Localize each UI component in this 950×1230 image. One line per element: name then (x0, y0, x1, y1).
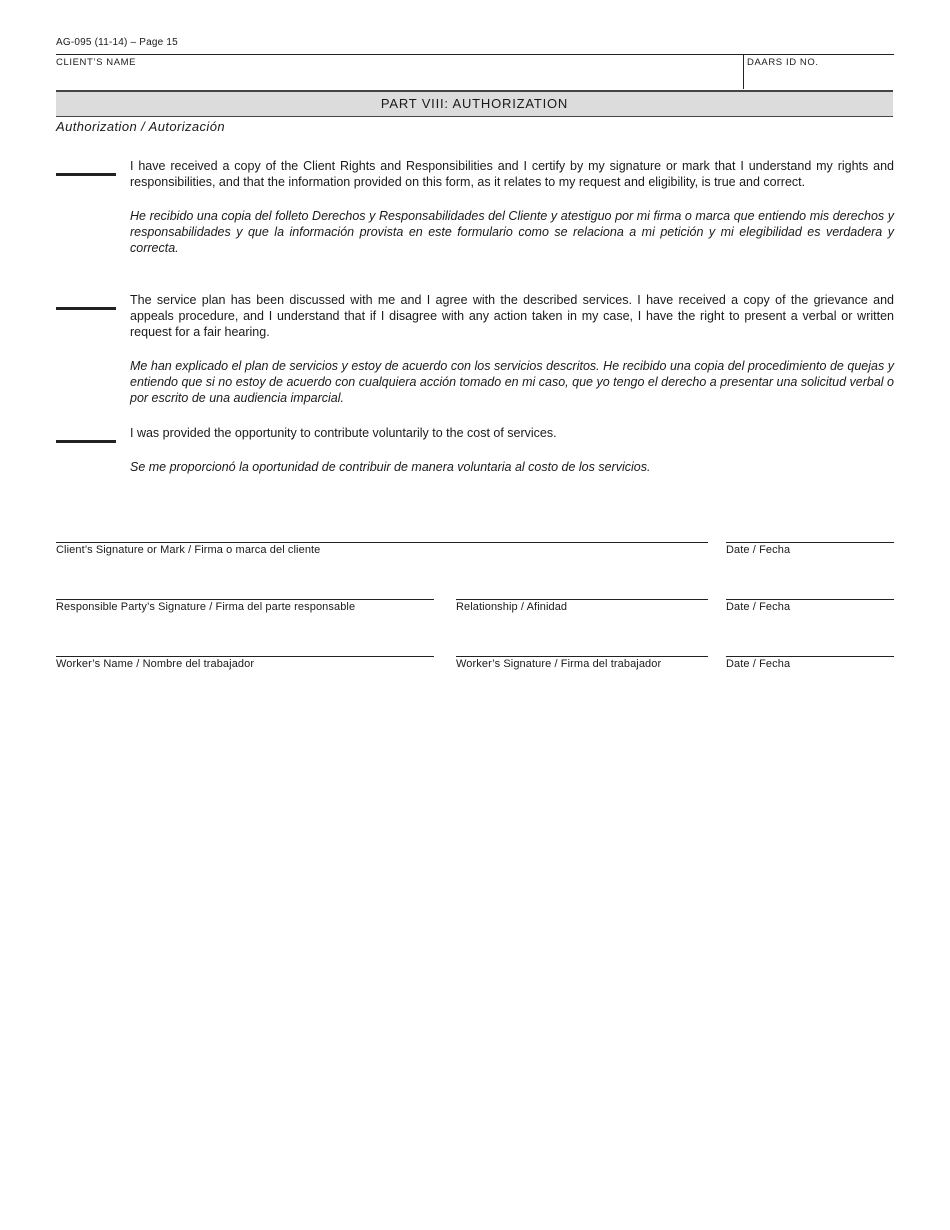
statement-english: I was provided the opportunity to contribute voluntarily to the cost of services. (130, 426, 557, 440)
initials-field[interactable] (56, 173, 116, 176)
date-field[interactable]: Date / Fecha (726, 656, 894, 671)
worker-name-field[interactable]: Worker’s Name / Nombre del trabajador (56, 656, 434, 671)
section-subtitle: Authorization / Autorización (56, 119, 225, 134)
client-signature-row (56, 542, 894, 562)
part-title: PART VIII: AUTHORIZATION (56, 90, 893, 117)
authorization-item (56, 425, 894, 475)
responsible-party-row (56, 599, 894, 619)
daars-id-field[interactable] (747, 69, 891, 87)
worker-signature-field[interactable]: Worker’s Signature / Firma del trabajador (456, 656, 708, 671)
header-fields (56, 54, 894, 89)
statement-english: I have received a copy of the Client Rights and Responsibilities and I certify by my signature or mark that I understand my rights and responsibilities, and that the information provided on this form, as it relates to my request and eligibility, is true and correct. (130, 159, 894, 189)
header-divider (743, 55, 744, 89)
client-name-field[interactable] (56, 69, 740, 87)
worker-row (56, 656, 894, 676)
client-signature-field[interactable]: Client’s Signature or Mark / Firma o marca del cliente (56, 542, 708, 557)
date-field[interactable]: Date / Fecha (726, 599, 894, 614)
initials-field[interactable] (56, 440, 116, 443)
client-name-label: CLIENT’S NAME (56, 57, 137, 68)
responsible-party-signature-field[interactable]: Responsible Party’s Signature / Firma del parte responsable (56, 599, 434, 614)
daars-id-label: DAARS ID NO. (747, 57, 819, 68)
initials-field[interactable] (56, 307, 116, 310)
relationship-field[interactable]: Relationship / Afinidad (456, 599, 708, 614)
statement-spanish: Me han explicado el plan de servicios y estoy de acuerdo con los servicios descritos. He recibido una copia del procedimiento de quejas y entiendo que si no estoy de acuerdo con cualquiera acción tomado en mi caso, que yo tengo el derecho a presentar una solicitud verbal o por escrito de una audiencia imparcial. (130, 359, 894, 405)
statement-spanish: Se me proporcionó la oportunidad de contribuir de manera voluntaria al costo de los servicios. (130, 460, 651, 474)
form-id: AG-095 (11-14) – Page 15 (56, 37, 178, 48)
statement-spanish: He recibido una copia del folleto Derechos y Responsabilidades del Cliente y atestiguo por mi firma o marca que entiendo mis derechos y responsabilidades y que la información provista en este formulario como se relaciona a mi petición y mi elegibilidad es verdadera y correcta. (130, 209, 894, 255)
statement-english: The service plan has been discussed with me and I agree with the described services. I have received a copy of the grievance and appeals procedure, and I understand that if I disagree with any action taken in my case, I have the right to present a verbal or written request for a fair hearing. (130, 293, 894, 339)
authorization-item (56, 158, 894, 256)
authorization-item (56, 292, 894, 406)
date-field[interactable]: Date / Fecha (726, 542, 894, 557)
